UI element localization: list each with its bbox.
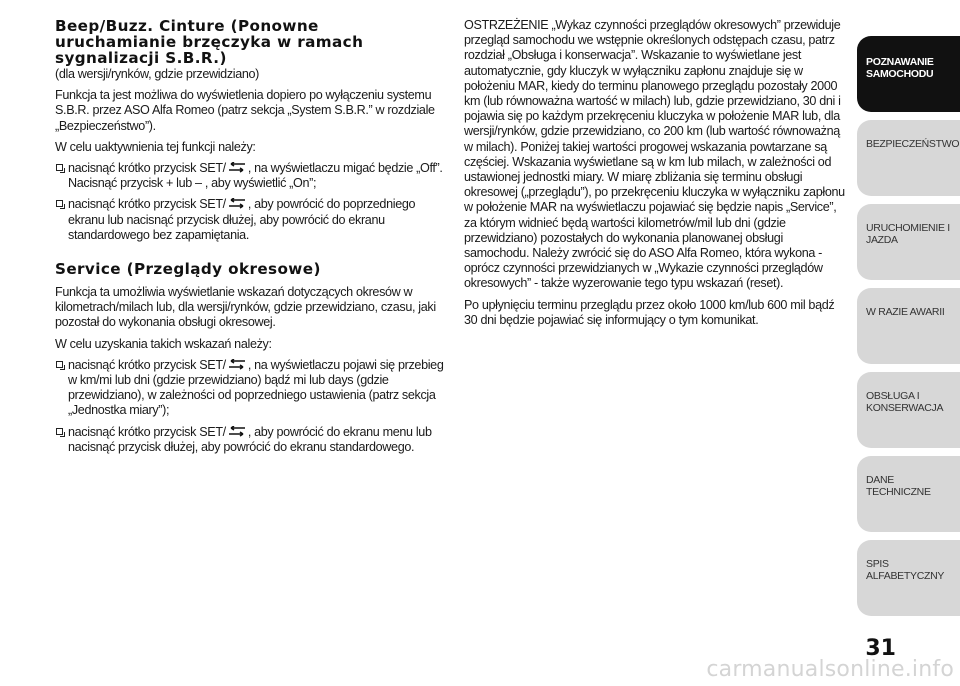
paragraph: Po upłynięciu terminu przeglądu przez około 1000 km/lub 600 mil bądź 30 dni będzie pojawiać się informujący o tym komunikat. [464,297,835,327]
subtitle-versions: (dla wersji/rynków, gdzie przewidziano) [55,67,260,81]
section-heading-service: Service (Przeglądy okresowe) [55,260,321,279]
section-heading-beep: Beep/Buzz. Cinture (Ponowne uruchamianie brzęczyka w ramach sygnalizacji S.B.R.) [55,17,364,67]
checkbox-bullet-icon [56,200,63,207]
return-arrow-icon [226,162,248,173]
paragraph: W celu uaktywnienia tej funkcji należy: [55,139,256,154]
watermark: carmanualsonline.info [706,657,954,682]
checkbox-bullet-icon [56,428,63,435]
bullet-item: nacisnąć krótko przycisk SET/ , na wyświetlaczu migać będzie „Off”. Nacisnąć przycisk + lub – , aby wyświetlić „On”; [55,161,445,191]
paragraph-warning: OSTRZEŻENIE „Wykaz czynności przeglądów okresowych” przewiduje przegląd samochodu we wstępnie określonych odstępach czasu, patrz rozdział „Obsługa i konserwacja”. Wskazanie to wyświetlane jest automatycznie, gdy kluczyk w wyłączniku zapłonu znajduje się w położeniu MAR, kiedy do terminu planowego przeglądu pozostały 2000 km (lub równoważna wartość w milach) lub, gdzie przewidziano, 30 dni i pojawia się po każdym przekręceniu kluczyka w położenie MAR lub, dla wersji/rynków, gdzie przewidziano, co 200 km (lub wartość równoważną w milach). Poniżej takiej wartości progowej wskazania powtarzane są częściej. Wskazania wyświetlane są w km lub milach, w zależności od ustawionej jednostki miary. W miarę zbliżania się terminu obsługi okresowej („przeglądu”), po przekręceniu kluczyka w wyłączniku zapłonu w położenie MAR na wyświetlaczu pojawiać się będzie napis „Service”, za którym widnieć będą wartości kilometrów/mil lub dni (gdzie przewidziano) pozostałych do wykonania planowanej obsługi samochodu. Należy zwrócić się do ASO Alfa Romeo, która wykona - oprócz czynności przewidzianych w „Wykazie czynności przeglądów okresowych” - także wyzerowanie tego typu wskazań (reset). [464,18,845,291]
checkbox-bullet-icon [56,164,63,171]
tab-dane-techniczne[interactable]: DANE TECHNICZNE [857,456,960,532]
tab-spis-alfabetyczny[interactable]: SPIS ALFABETYCZNY [857,540,960,616]
bullet-item: nacisnąć krótko przycisk SET/ , aby powrócić do ekranu menu lub nacisnąć przycisk dłużej, aby powrócić do ekranu standardowego. [55,425,445,455]
tab-obsluga-i-konserwacja[interactable]: OBSŁUGA I KONSERWACJA [857,372,960,448]
left-column [55,18,445,461]
return-arrow-icon [226,359,248,370]
return-arrow-icon [226,426,248,437]
paragraph: W celu uzyskania takich wskazań należy: [55,336,272,351]
tab-uruchomienie-i-jazda[interactable]: URUCHOMIENIE I JAZDA [857,204,960,280]
bullet-item: nacisnąć krótko przycisk SET/ , aby powrócić do poprzedniego ekranu lub nacisnąć przycisk dłużej, aby powrócić do ekranu standardowego bez zapamiętania. [55,197,445,243]
page-number: 31 [865,636,896,661]
return-arrow-icon [226,198,248,209]
paragraph: Funkcja ta umożliwia wyświetlanie wskazań dotyczących okresów w kilometrach/milach lub, dla wersji/rynków, gdzie przewidziano, czasu, jaki pozostał do wykonania obsługi okresowej. [55,285,436,330]
tab-poznawanie-samochodu[interactable]: POZNAWANIE SAMOCHODU [857,36,960,112]
checkbox-bullet-icon [56,361,63,368]
paragraph: Funkcja ta jest możliwa do wyświetlenia dopiero po wyłączeniu systemu S.B.R. przez ASO Alfa Romeo (patrz sekcja „System S.B.R.” w rozdziale „Bezpieczeństwo”). [55,88,435,133]
bullet-item: nacisnąć krótko przycisk SET/ , na wyświetlaczu pojawi się przebieg w km/mi lub dni (gdzie przewidziano) bądź mi lub days (gdzie przewidziano), w zależności od poprzedniego ustawienia (patrz sekcja „Jednostka miary”); [55,358,445,419]
right-column [464,18,849,334]
tab-bezpieczenstwo[interactable]: BEZPIECZEŃSTWO [857,120,960,196]
tab-w-razie-awarii[interactable]: W RAZIE AWARII [857,288,960,364]
chapter-tabs [857,36,960,624]
